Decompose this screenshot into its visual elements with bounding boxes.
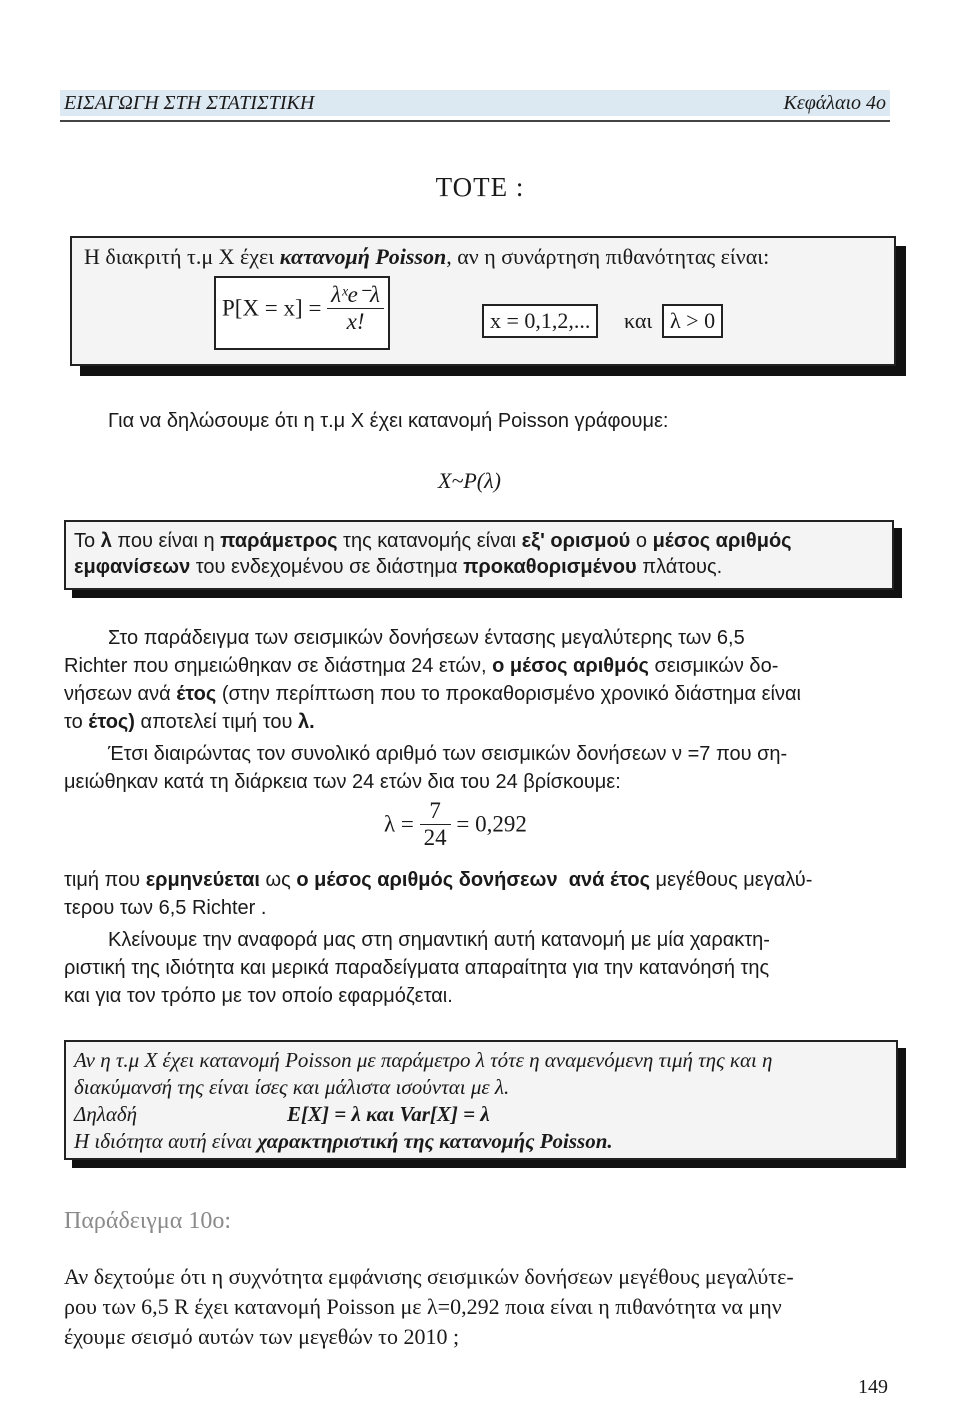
property-box: Αν η τ.μ Χ έχει κατανομή Poisson με παράμετρο λ τότε η αναμενόμενη τιμή της και η διακύμανσή της είναι ίσες και μάλιστα ισούνται με λ. Δηλαδή E[X] = λ και Var[X] = λ Η ιδιότητα αυτή είναι χαρακτηριστική της κατανομής Poisson. xyxy=(64,1040,898,1160)
parameter-line-1: Το λ που είναι η παράμετρος της κατανομής είναι εξ' ορισμού ο μέσος αριθμός xyxy=(74,530,792,552)
page-number: 149 xyxy=(858,1376,888,1398)
lambda-condition-box: λ > 0 xyxy=(662,304,723,338)
header-chapter: Κεφάλαιο 4ο xyxy=(783,92,886,114)
header-divider xyxy=(60,120,890,122)
example-text: Αν δεχτούμε ότι η συχνότητα εμφάνισης σεισμικών δονήσεων μεγέθους μεγαλύτε- ρου των 6,5 R έχει κατανομή Poisson με λ=0,292 ποια είναι η πιθανότητα να μην έχουμε σεισμό αυτών των μεγεθών το 2010 ; xyxy=(64,1264,794,1349)
paragraph-earthquake: Στο παράδειγμα των σεισμικών δονήσεων έντασης μεγαλύτερης των 6,5 Richter που σημειώθηκαν σε διάστημα 24 ετών, ο μέσος αριθμός σεισμικών δο- νήσεων ανά έτος (στην περίπτωση που το προκαθορισμένο χρονικό διάστημα είναι το έτος) αποτελεί τιμή του λ. xyxy=(64,627,801,733)
and-word: και xyxy=(624,308,653,333)
notation-formula: X~P(λ) xyxy=(438,468,501,493)
support-box: x = 0,1,2,... xyxy=(482,304,598,338)
pmf-formula: P[X = x] = $\frac{\text{λˣe⁻λ}}{x!}$ xyxy=(222,282,384,335)
parameter-box xyxy=(64,520,894,590)
notation-intro: Για να δηλώσουμε ότι η τ.μ Χ έχει κατανομή Poisson γράφουμε: xyxy=(108,410,669,432)
header-book-title: ΕΙΣΑΓΩΓΗ ΣΤΗ ΣΤΑΤΙΣΤΙΚΗ xyxy=(64,92,315,114)
parameter-line-2: εμφανίσεων του ενδεχομένου σε διάστημα προκαθορισμένου πλάτους. xyxy=(74,556,723,578)
lambda-calculation: λ = $\frac{7}{24}$ = 0,292 xyxy=(384,798,527,850)
paragraph-interpretation: τιμή που ερμηνεύεται ως ο μέσος αριθμός δονήσεων ανά έτος μεγέθους μεγαλύ- τερου των 6,5 Richter . xyxy=(64,869,813,919)
definition-text: Η διακριτή τ.μ Χ έχει κατανομή Poisson, αν η συνάρτηση πιθανότητας είναι: xyxy=(84,244,770,269)
example-heading: Παράδειγμα 10ο: xyxy=(64,1208,232,1234)
tote-heading: ΤΟΤΕ : xyxy=(435,172,525,202)
paragraph-division: Έτσι διαιρώντας τον συνολικό αριθμό των σεισμικών δονήσεων ν =7 που ση- μειώθηκαν κατά τη διάρκεια των 24 ετών δια του 24 βρίσκουμε: xyxy=(64,743,788,793)
paragraph-closing: Κλείνουμε την αναφορά μας στη σημαντική αυτή κατανομή με μία χαρακτη- ριστική της ιδιότητα και μερικά παραδείγματα απαραίτητα για την κατανόησή της και για τον τρόπο με τον οποίο εφαρμόζεται. xyxy=(64,929,770,1007)
